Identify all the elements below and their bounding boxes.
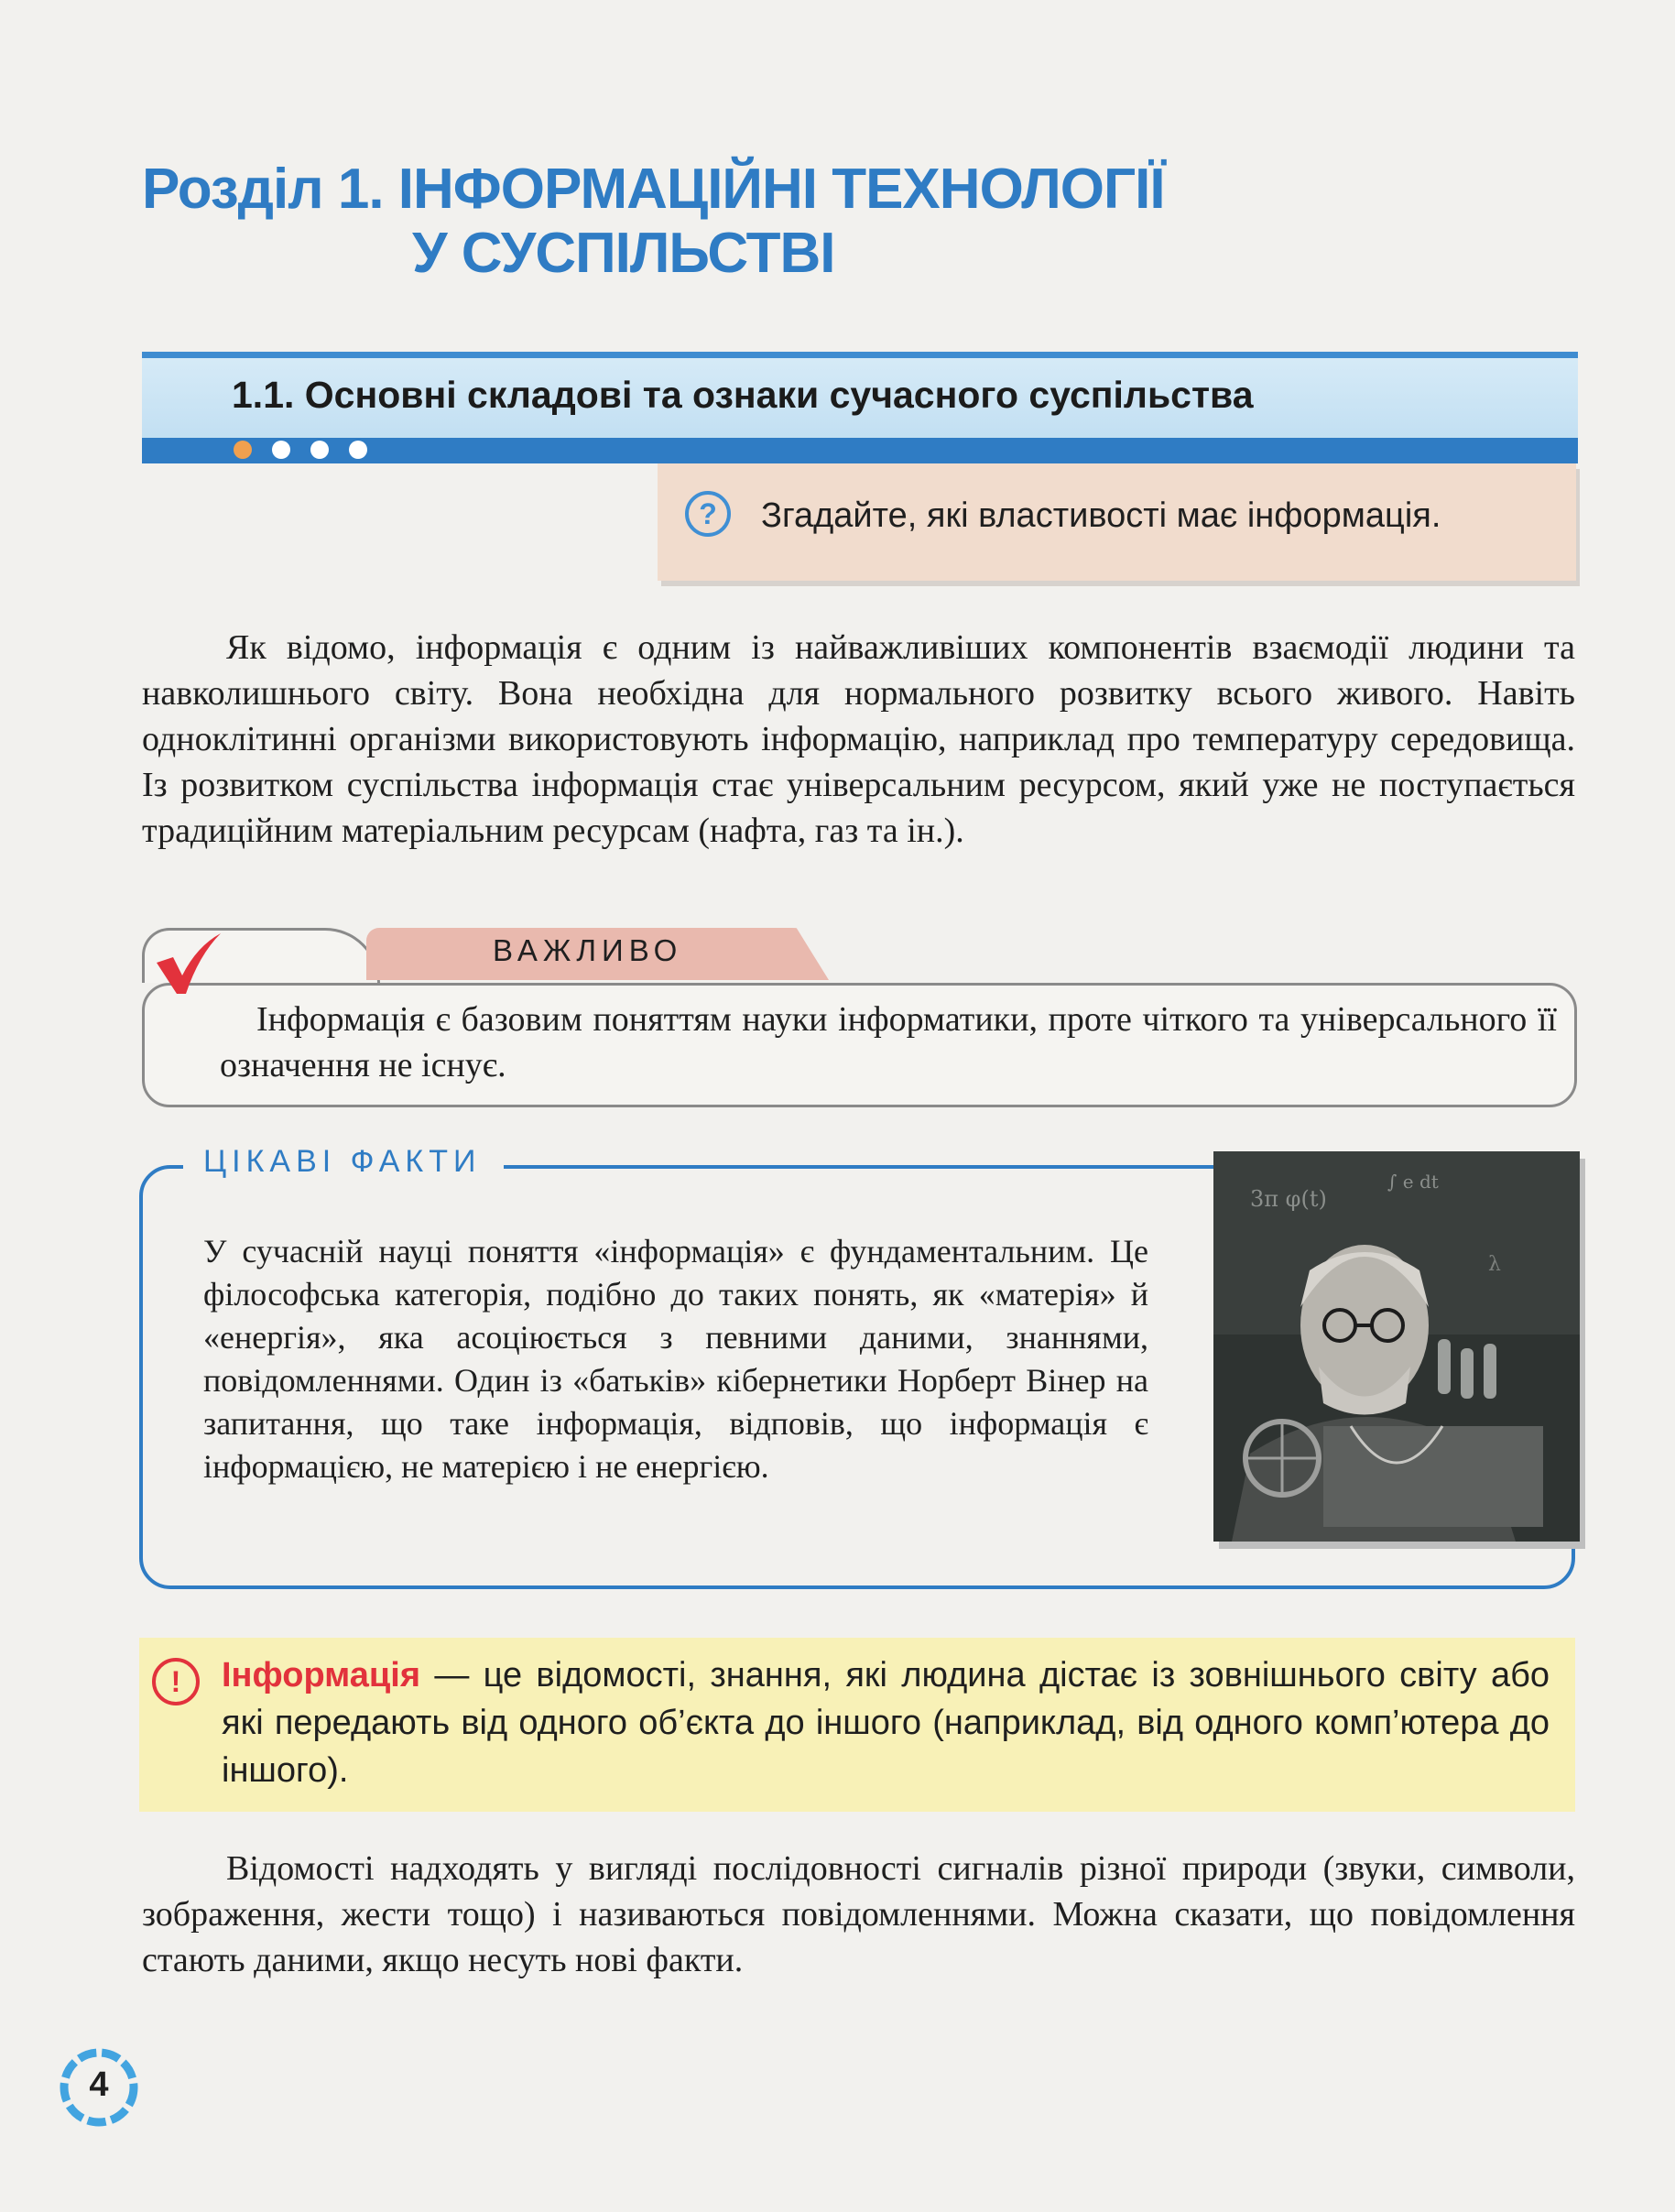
section-title: 1.1. Основні складові та ознаки сучасного суспільства [232,374,1254,416]
norbert-wiener-photo [1213,1151,1580,1542]
definition-body: — це відомості, знання, які людина дістає із зовнішнього світу або які передають від одного об’єкта до іншого (наприклад, від одного комп’ютера до іншого). [222,1656,1550,1790]
facts-text: У сучасній науці поняття «інформація» є фундаментальним. Це філософська категорія, подібно до таких понять, як «матерія» й «енергія», яка асоціюється з певними даними, знаннями, повідомленнями. Один із «батьків» кібернетики Норберт Вінер на запитання, що таке інформація, відповів, що інформація є інформацією, не матерією і не енергією. [203,1233,1148,1485]
recall-box [658,463,1576,581]
progress-dot-4 [349,441,367,459]
question-circle-icon: ? [685,491,731,537]
progress-dot-2 [272,441,290,459]
svg-text:3π φ(t): 3π φ(t) [1250,1186,1327,1212]
chapter-title-line1: Розділ 1. ІНФОРМАЦІЙНІ ТЕХНОЛОГІЇ [142,158,1165,221]
exclamation-circle-icon: ! [152,1658,200,1705]
page-number: 4 [89,2065,109,2104]
important-text: Інформація є базовим поняттям науки інформатики, проте чіткого та універсального її означення не існує. [220,1000,1557,1084]
chapter-title [142,158,1332,286]
progress-dot-3 [310,441,329,459]
section-header-bar [142,352,1578,463]
closing-paragraph: Відомості надходять у вигляді послідовності сигналів різної природи (звуки, символи, зображення, жести тощо) і називаються повідомленнями. Можна сказати, що повідомлення стають даними, якщо несуть нові факти. [142,1849,1575,1979]
checkmark-icon [151,930,224,998]
definition-term: Інформація [222,1656,421,1694]
svg-text:∫ e dt: ∫ e dt [1387,1171,1439,1193]
facts-label: ЦІКАВІ ФАКТИ [203,1144,482,1179]
definition-box [139,1638,1575,1812]
progress-dot-1 [234,441,252,459]
important-label: ВАЖЛИВО [493,933,683,967]
section-bar-top-line [142,352,1578,358]
recall-text: Згадайте, які властивості має інформація. [761,496,1441,535]
svg-text:λ: λ [1488,1253,1501,1276]
chapter-title-line2: У СУСПІЛЬСТВІ [412,222,835,285]
intro-paragraph: Як відомо, інформація є одним із найважливіших компонентів взаємодії людини та навколишнього світу. Вона необхідна для нормального розвитку всього живого. Навіть одноклітинні організми використовують інформацію, наприклад про температуру середовища. Із розвитком суспільства інформація стає універсальним ресурсом, який уже не поступається традиційним матеріальним ресурсам (нафта, газ та ін.). [142,628,1575,850]
definition-text [222,1651,1550,1794]
section-progress-dots [234,441,367,459]
